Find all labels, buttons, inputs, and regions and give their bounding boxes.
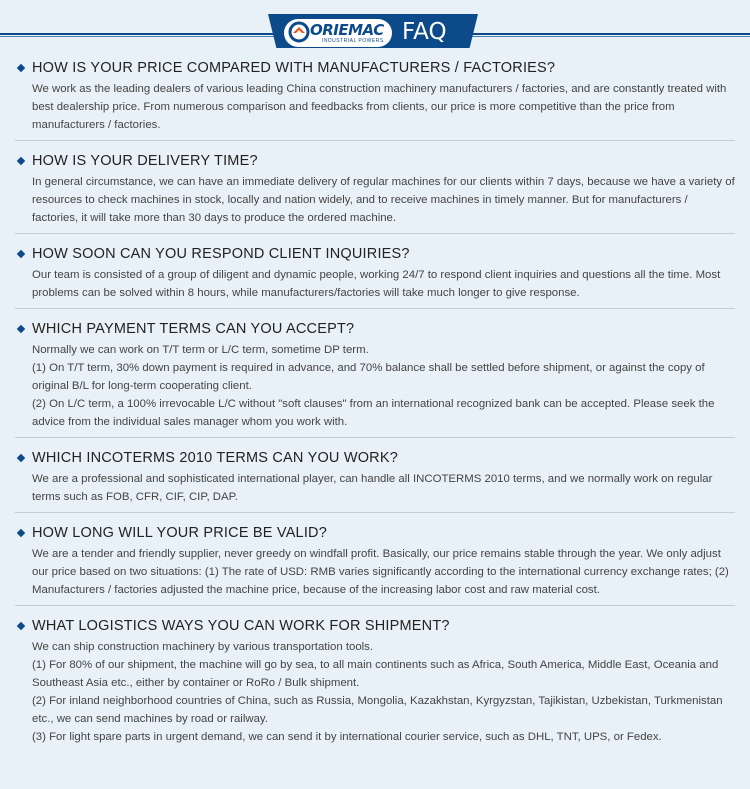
faq-item bbox=[15, 521, 735, 606]
faq-question: HOW IS YOUR PRICE COMPARED WITH MANUFACTURERS / FACTORIES? bbox=[32, 60, 556, 76]
header-bar bbox=[0, 0, 750, 48]
faq-question: WHICH INCOTERMS 2010 TERMS CAN YOU WORK? bbox=[32, 450, 398, 466]
answer-paragraph: Normally we can work on T/T term or L/C term, sometime DP term. bbox=[32, 344, 369, 356]
faq-item bbox=[15, 56, 735, 141]
answer-paragraph: We are a tender and friendly supplier, never greedy on windfall profit. Basically, our price remains stable through the year. We only adjust our price based on two situations: (1) The rate of USD: RMB varies significantly according to the international currency exchange rates; (2) Manufacturers / factories adjusted the machine price, because of the increasing labor cost and raw material cost. bbox=[32, 548, 729, 596]
diamond-bullet-icon bbox=[17, 250, 25, 258]
oriemac-logo-icon bbox=[288, 21, 310, 43]
faq-answer bbox=[15, 470, 735, 506]
diamond-bullet-icon bbox=[17, 529, 25, 537]
answer-paragraph: (1) On T/T term, 30% down payment is required in advance, and 70% balance shall be settled before shipment, or against the copy of original B/L for long-term cooperating client. bbox=[32, 362, 705, 392]
diamond-bullet-icon bbox=[17, 325, 25, 333]
answer-paragraph: (2) On L/C term, a 100% irrevocable L/C without "soft clauses" from an international recognized bank can be accepted. Please seek the advice from the individual sales manager whom you work with. bbox=[32, 398, 715, 428]
faq-list bbox=[15, 56, 735, 760]
faq-item bbox=[15, 614, 735, 752]
answer-paragraph: (1) For 80% of our shipment, the machine will go by sea, to all main continents such as Africa, South America, Middle East, Oceania and Southeast Asia etc., either by container or RoRo / Bulk shipment. bbox=[32, 659, 719, 689]
diamond-bullet-icon bbox=[17, 622, 25, 630]
faq-question-row bbox=[15, 614, 735, 638]
answer-paragraph: We can ship construction machinery by various transportation tools. bbox=[32, 641, 374, 653]
faq-question: HOW LONG WILL YOUR PRICE BE VALID? bbox=[32, 525, 327, 541]
faq-item bbox=[15, 242, 735, 309]
faq-question-row bbox=[15, 242, 735, 266]
faq-item bbox=[15, 149, 735, 234]
faq-question-row bbox=[15, 56, 735, 80]
answer-paragraph: (2) For inland neighborhood countries of China, such as Russia, Mongolia, Kazakhstan, Kyrgyzstan, Tajikistan, Uzbekistan, Turkmenistan etc., we can send machines by road or railway. bbox=[32, 695, 723, 725]
faq-item bbox=[15, 317, 735, 438]
diamond-bullet-icon bbox=[17, 157, 25, 165]
answer-paragraph: Our team is consisted of a group of diligent and dynamic people, working 24/7 to respond client inquiries and questions all the time. Most problems can be solved within 8 hours, while manufacturers/factories will take much longer to give response. bbox=[32, 269, 721, 299]
faq-answer bbox=[15, 80, 735, 134]
brand-name: ORIEMAC bbox=[310, 21, 384, 39]
faq-question: HOW IS YOUR DELIVERY TIME? bbox=[32, 153, 258, 169]
faq-question: WHAT LOGISTICS WAYS YOU CAN WORK FOR SHIPMENT? bbox=[32, 618, 450, 634]
faq-answer bbox=[15, 173, 735, 227]
faq-question-row bbox=[15, 521, 735, 545]
diamond-bullet-icon bbox=[17, 454, 25, 462]
faq-answer bbox=[15, 341, 735, 431]
faq-question-row bbox=[15, 317, 735, 341]
faq-question: WHICH PAYMENT TERMS CAN YOU ACCEPT? bbox=[32, 321, 355, 337]
faq-question: HOW SOON CAN YOU RESPOND CLIENT INQUIRIES? bbox=[32, 246, 410, 262]
answer-paragraph: (3) For light spare parts in urgent demand, we can send it by international courier service, such as DHL, TNT, UPS, or Fedex. bbox=[32, 731, 662, 743]
answer-paragraph: In general circumstance, we can have an immediate delivery of regular machines for our clients within 7 days, because we have a variety of resources to check machines in stock, locally and nation widely, and to receive machines in timely manner. But for manufacturers / factories, it will take more than 30 days to produce the ordered machine. bbox=[32, 176, 735, 224]
faq-answer bbox=[15, 638, 735, 746]
faq-question-row bbox=[15, 149, 735, 173]
faq-answer bbox=[15, 545, 735, 599]
page-title: FAQ bbox=[402, 19, 447, 45]
diamond-bullet-icon bbox=[17, 64, 25, 72]
brand-tagline: INDUSTRIAL POWERS bbox=[322, 38, 384, 44]
answer-paragraph: We work as the leading dealers of various leading China construction machinery manufacturers / factories, and are constantly treated with best dealership price. From numerous comparison and feedbacks from clients, our price is more competitive than the price from manufacturers / factories. bbox=[32, 83, 727, 131]
answer-paragraph: We are a professional and sophisticated international player, can handle all INCOTERMS 2010 terms, and we normally work on regular terms such as FOB, CFR, CIF, CIP, DAP. bbox=[32, 473, 713, 503]
faq-answer bbox=[15, 266, 735, 302]
faq-question-row bbox=[15, 446, 735, 470]
faq-item bbox=[15, 446, 735, 513]
